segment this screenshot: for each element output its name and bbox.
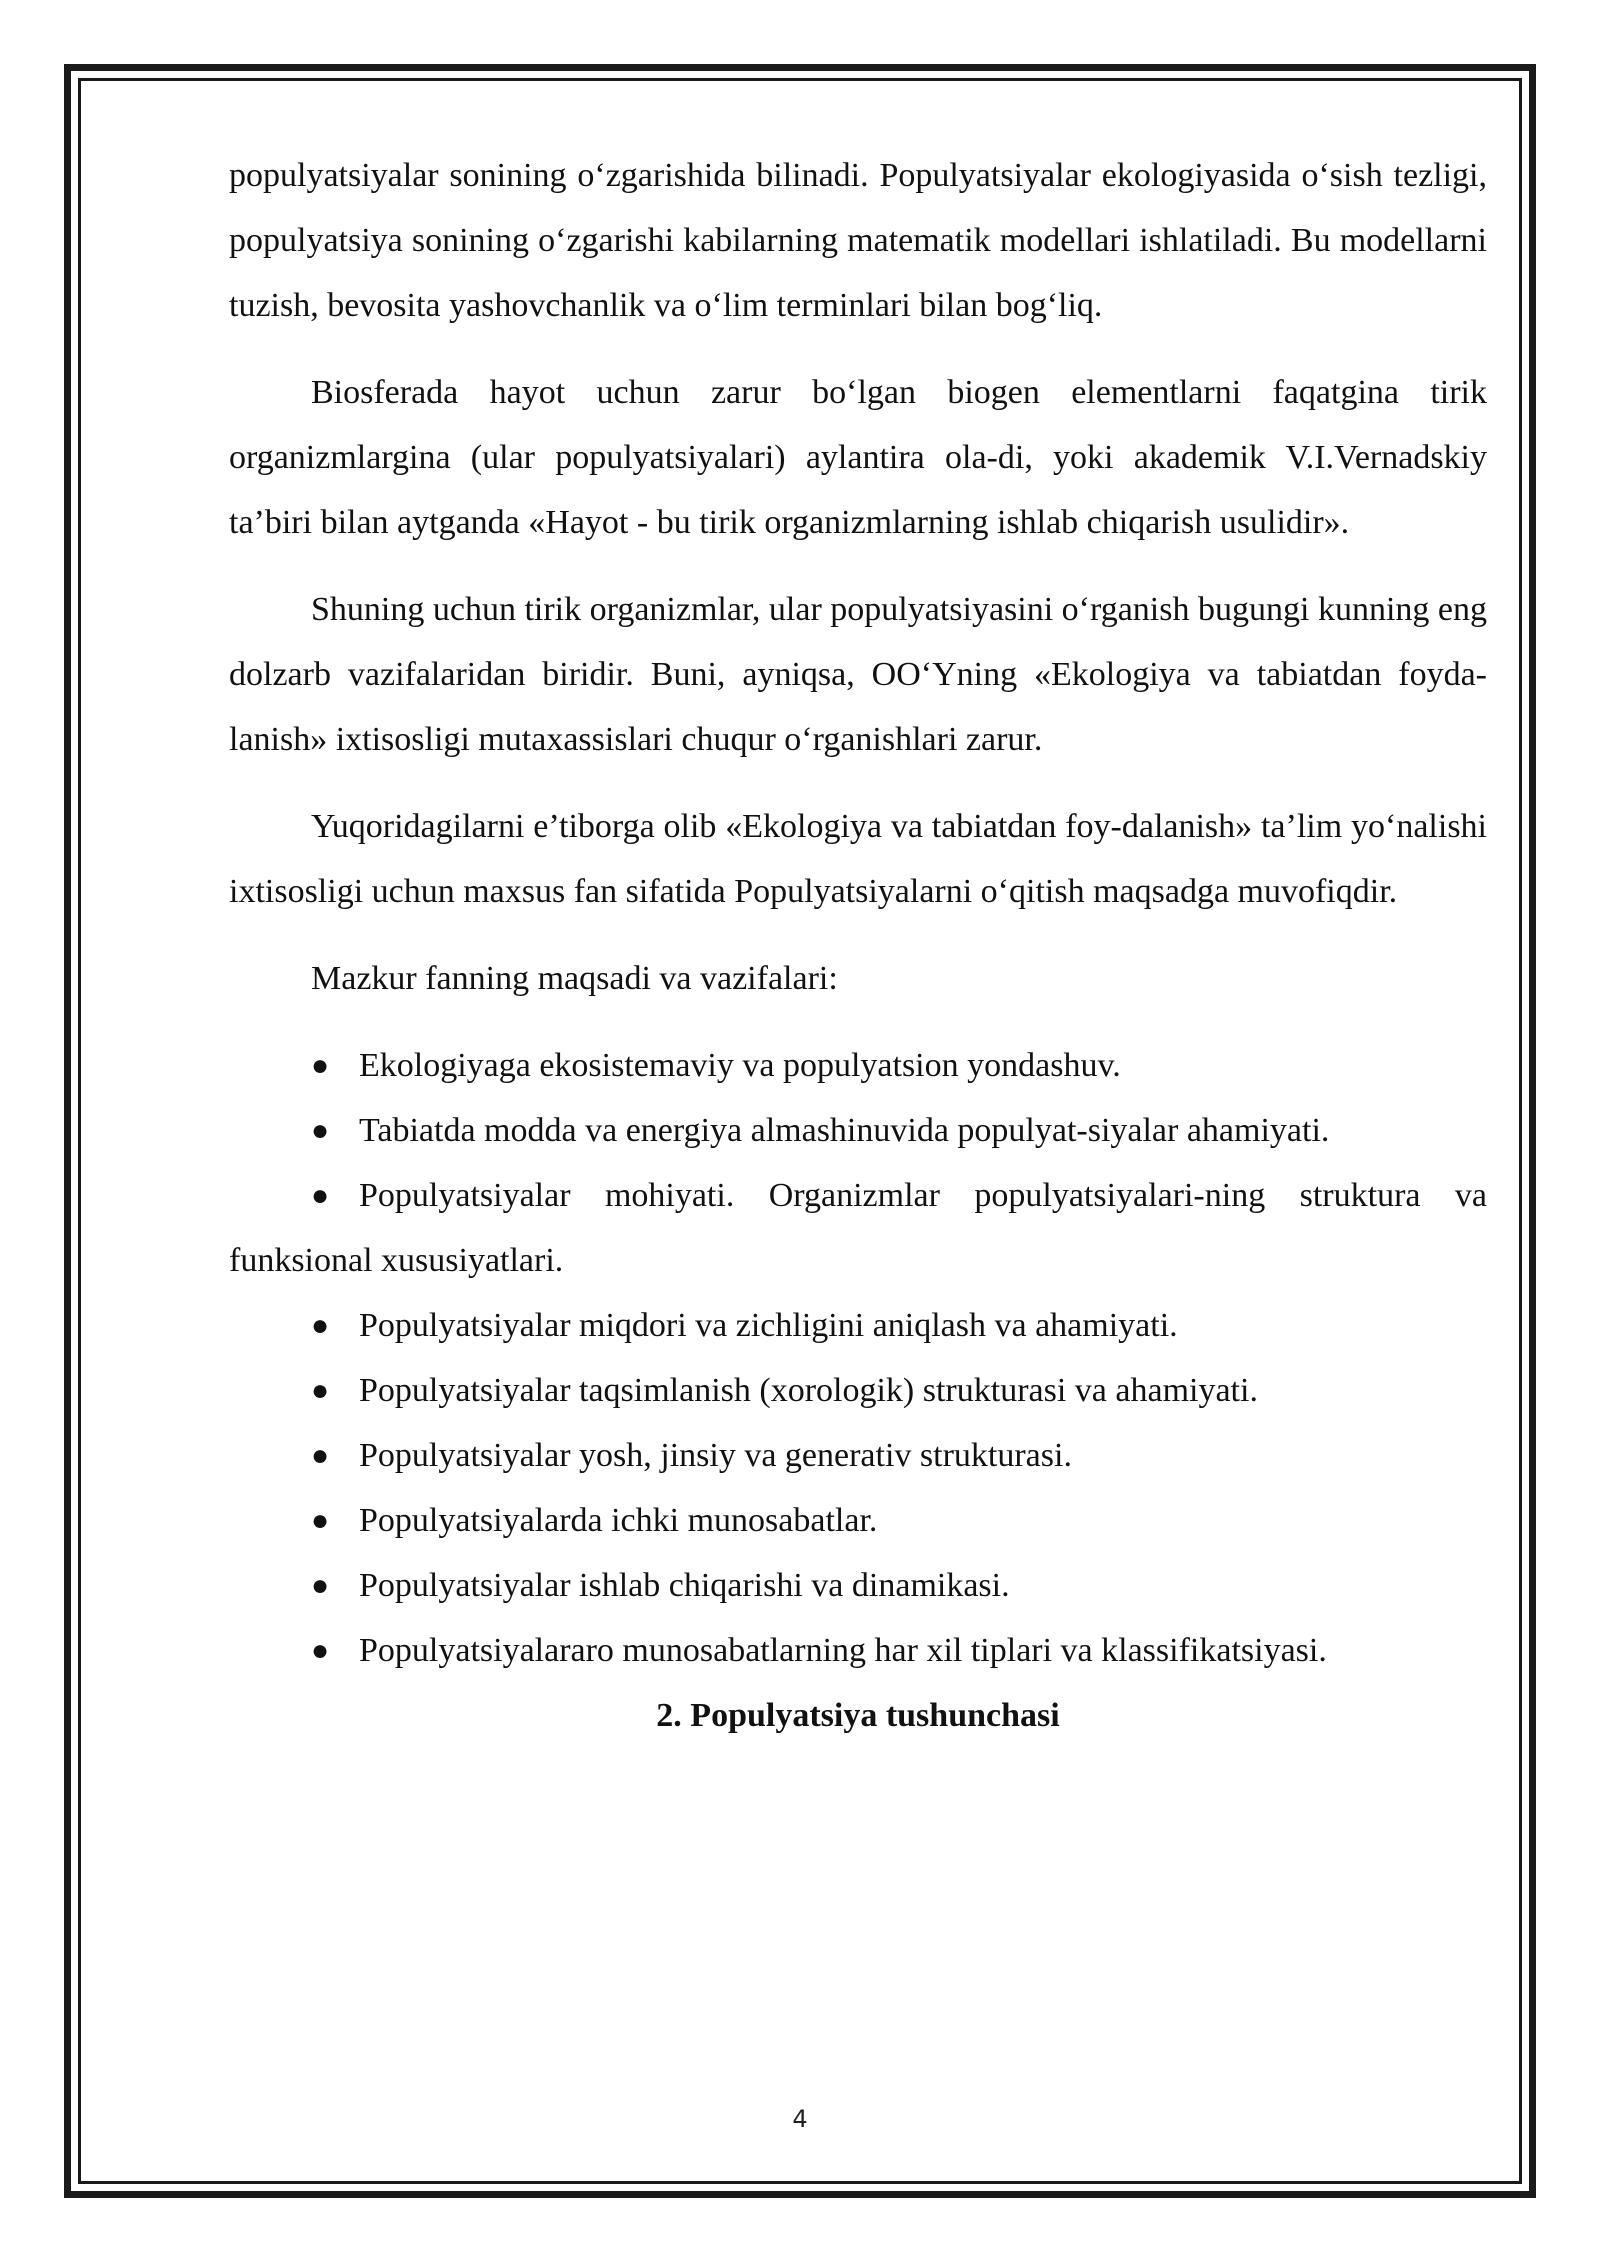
goals-list	[229, 1033, 1487, 1683]
bullet-icon: ●	[311, 1049, 330, 1082]
list-item	[229, 1293, 1487, 1358]
list-item-text: Populyatsiyalar yosh, jinsiy va generativ strukturasi.	[359, 1437, 1072, 1474]
list-item	[229, 1098, 1487, 1163]
bullet-icon: ●	[311, 1634, 330, 1667]
list-item-text: Populyatsiyalar miqdori va zichligini aniqlash va ahamiyati.	[359, 1307, 1178, 1344]
list-item-text: Populyatsiyalar ishlab chiqarishi va dinamikasi.	[359, 1567, 1010, 1604]
list-intro: Mazkur fanning maqsadi va vazifalari:	[311, 960, 838, 997]
list-item	[229, 1618, 1487, 1683]
list-item-text: Populyatsiyalar mohiyati. Organizmlar populyatsiyalari-ning struktura va funksional xususiyatlari.	[229, 1177, 1487, 1279]
list-item-text: Ekologiyaga ekosistemaviy va populyatsion yondashuv.	[359, 1047, 1121, 1084]
paragraph-4: Yuqoridagilarni e’tiborga olib «Ekologiya va tabiatdan foy-dalanish» ta’lim yo‘nalishi ixtisosligi uchun maxsus fan sifatida Populyatsiyalarni o‘qitish maqsadga muvofiqdir.	[229, 808, 1487, 910]
list-item	[229, 1033, 1487, 1098]
bullet-icon: ●	[311, 1504, 330, 1537]
bullet-icon: ●	[311, 1374, 330, 1407]
paragraph-1: populyatsiyalar sonining o‘zgarishida bilinadi. Populyatsiyalar ekologiyasida o‘sish tezligi, populyatsiya sonining o‘zgarishi kabilarning matematik modellari ishlatiladi. Bu modellarni tuzish, bevosita yashovchanlik va o‘lim terminlari bilan bog‘liq.	[229, 157, 1487, 324]
list-item	[229, 1488, 1487, 1553]
list-item	[229, 1553, 1487, 1618]
page-number: 4	[792, 2105, 808, 2133]
list-item-text: Populyatsiyalararo munosabatlarning har xil tiplari va klassifikatsiyasi.	[359, 1632, 1327, 1669]
paragraph-2: Biosferada hayot uchun zarur bo‘lgan biogen elementlarni faqatgina tirik organizmlargina (ular populyatsiyalari) aylantira ola-di, yoki akademik V.I.Vernadskiy ta’biri bilan aytganda «Hayot - bu tirik organizmlarning ishlab chiqarish usulidir».	[229, 374, 1487, 541]
list-item	[229, 1423, 1487, 1488]
list-item-text: Populyatsiyalarda ichki munosabatlar.	[359, 1502, 878, 1539]
list-item-text: Tabiatda modda va energiya almashinuvida populyat-siyalar ahamiyati.	[359, 1112, 1330, 1149]
bullet-icon: ●	[311, 1179, 330, 1212]
list-item	[229, 1358, 1487, 1423]
bullet-icon: ●	[311, 1114, 330, 1147]
bullet-icon: ●	[311, 1309, 330, 1342]
section-heading: 2. Populyatsiya tushunchasi	[656, 1697, 1060, 1734]
list-item	[229, 1163, 1487, 1293]
list-item-text: Populyatsiyalar taqsimlanish (xorologik) strukturasi va ahamiyati.	[359, 1372, 1258, 1409]
bullet-icon: ●	[311, 1439, 330, 1472]
paragraph-3: Shuning uchun tirik organizmlar, ular populyatsiyasini o‘rganish bugungi kunning eng dolzarb vazifalaridan biridir. Buni, ayniqsa, OO‘Yning «Ekologiya va tabiatdan foyda-lanish» ixtisosligi mutaxassislari chuqur o‘rganishlari zarur.	[229, 591, 1487, 758]
page-content	[229, 143, 1487, 1748]
bullet-icon: ●	[311, 1569, 330, 1602]
